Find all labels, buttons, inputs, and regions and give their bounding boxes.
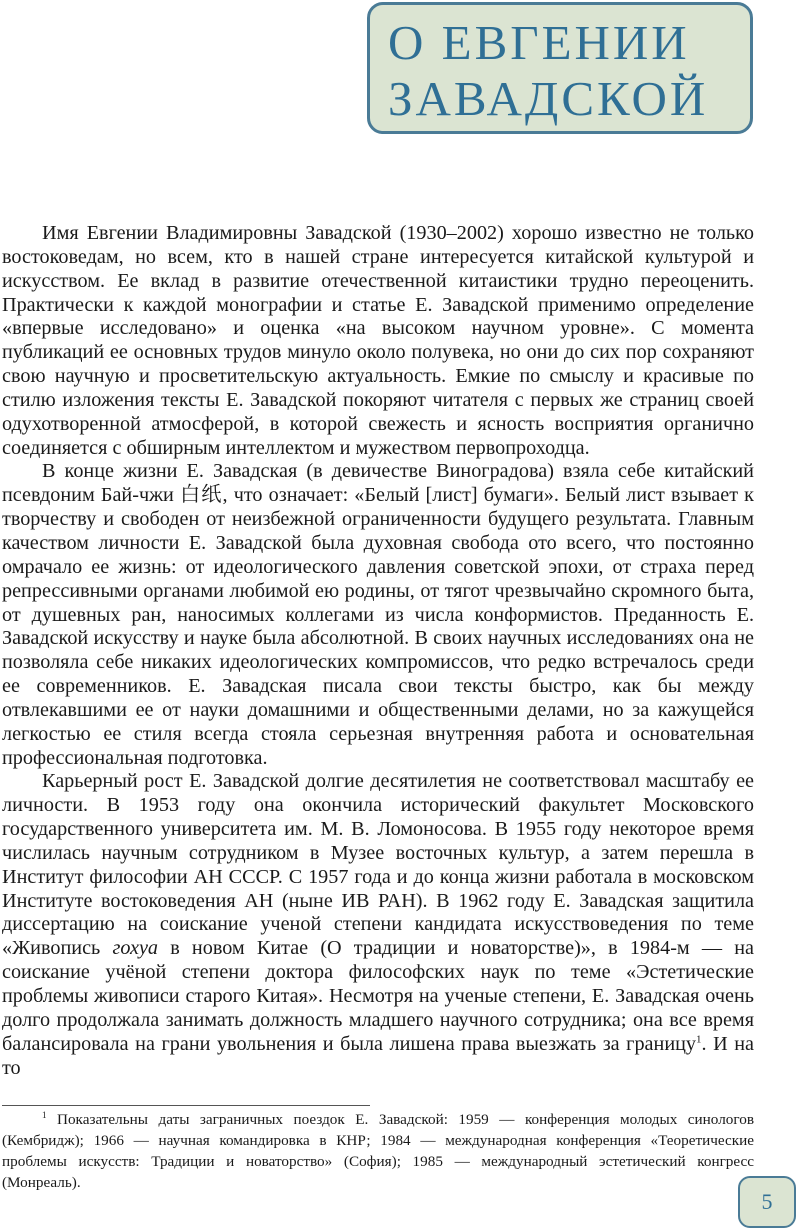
paragraph-1: Имя Евгении Владимировны Завадской (1930–2002) хорошо известно не только востоковедам, но всем, кто в нашей стране интересуется китайской культурой и искусством. Ее вклад в развитие отечественной китаистики трудно переоценить. Практически к каждой монографии и статье Е. Завадской применимо определение «впервые исследовано» и оценка «на высоком научном уровне». С момента публикаций ее основных трудов минуло около полувека, но они до сих пор сохраняют свою научную и просветительскую актуальность. Емкие по смыслу и красивые по стилю изложения тексты Е. Завадской покоряют читателя с первых же страниц своей одухотворенной атмосферой, в которой свежесть и ясность восприятия органично соединяется с обширным интеллектом и мужеством первопроходца. xyxy=(2,222,754,459)
italic-term-gohua: гохуа xyxy=(112,937,159,960)
footnote-reference[interactable]: 1 xyxy=(696,1032,702,1045)
page-number: 5 xyxy=(761,1189,773,1214)
footnote xyxy=(2,1109,754,1193)
footnote-marker: 1 xyxy=(42,1109,47,1120)
paragraph-2: В конце жизни Е. Завадская (в девичестве Виноградова) взяла себе китайский псевдоним Бай-чжи 白纸, что означает: «Белый [лист] бумаги». Белый лист взывает к творчеству и свободен от неизбежной ограниченности будущего результата. Главным качеством личности Е. Завадской была духовная свобода ото всего, что постоянно омрачало ее жизнь: от идеологического давления советской эпохи, от страха перед репрессивными органами любимой ею родины, от тягот чрезвычайно скромного быта, от душевных ран, наносимых коллегами из числа конформистов. Преданность Е. Завадской искусству и науке была абсолютной. В своих научных исследованиях она не позволяла себе никаких идеологических компромиссов, что редко встречалось среди ее современников. Е. Завадская писала свои тексты быстро, как бы между отвлекавшими ее от науки домашними и общественными делами, но за кажущейся легкостью ее стиля всегда стояла серьезная внутренняя работа и основательная профессиональная подготовка. xyxy=(2,460,754,769)
main-text xyxy=(2,222,754,1080)
chapter-title-box xyxy=(367,2,753,134)
paragraph-3 xyxy=(2,770,754,1080)
paragraph-3-part-c: . И на то xyxy=(2,1032,755,1079)
footnote-divider xyxy=(2,1105,370,1106)
chapter-title-line-2: ЗАВАДСКОЙ xyxy=(388,71,709,126)
chapter-title-line-1: О ЕВГЕНИИ xyxy=(388,15,690,70)
footnote-text: Показательны даты заграничных поездок Е. Завадской: 1959 — конференция молодых синологов (Кембридж); 1966 — научная командировка в КНР; 1984 — международная конференция «Теоретические проблемы искусств: Традиции и новаторство» (София); 1985 — международный эстетический конгресс (Монреаль). xyxy=(2,1111,754,1191)
paragraph-3-part-b: в новом Китае (О традиции и новаторстве)», в 1984-м — на соискание учёной степени доктора философских наук по теме «Эстетические проблемы живописи старого Китая». Несмотря на ученые степени, Е. Завадская очень долго продолжала занимать должность младшего научного сотрудника; она все время балансировала на грани увольнения и была лишена права выезжать за границу xyxy=(2,937,755,1055)
paragraph-3-part-a: Карьерный рост Е. Завадской долгие десятилетия не соответствовал масштабу ее личности. В 1953 году она окончила исторический факультет Московского государственного университета им. М. В. Ломоносова. В 1955 году некоторое время числилась научным сотрудником в Музее восточных культур, а затем перешла в Институт философии АН СССР. С 1957 года и до конца жизни работала в московском Институте востоковедения АН (ныне ИВ РАН). В 1962 году Е. Завадская защитила диссертацию на соискание ученой степени кандидата искусствоведения по теме «Живопись xyxy=(2,770,754,960)
page-number-box xyxy=(738,1176,796,1228)
